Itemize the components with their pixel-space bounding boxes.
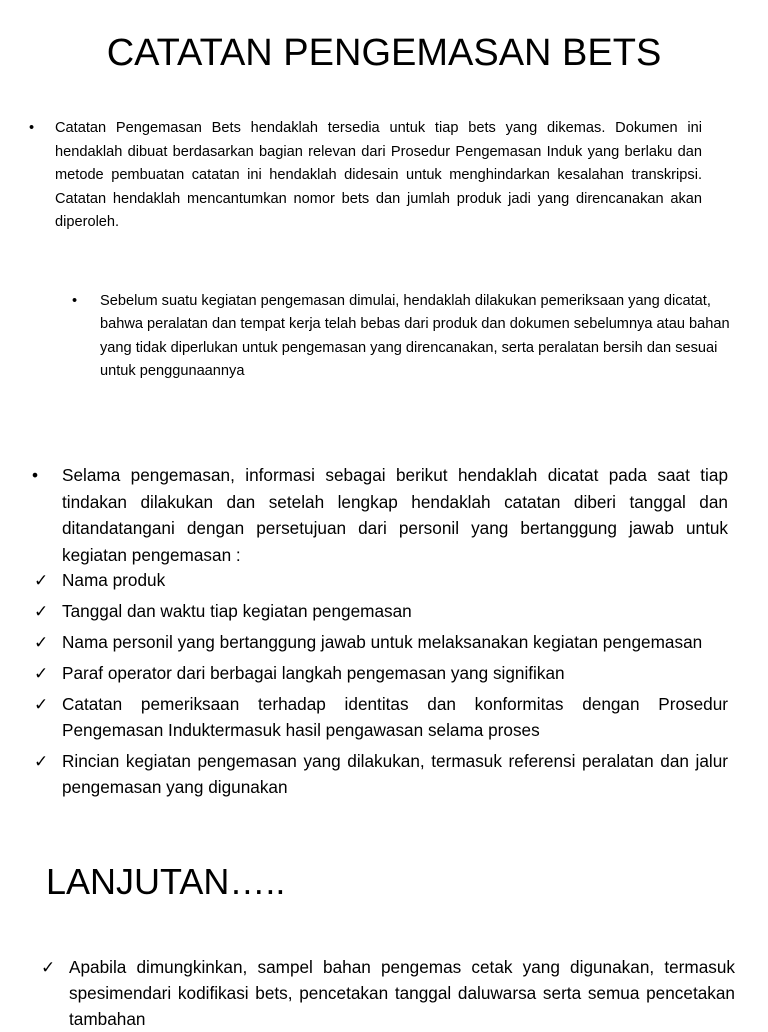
checkmark-icon: ✓ (34, 601, 49, 621)
checklist-item-text: Apabila dimungkinkan, sampel bahan pengemas cetak yang digunakan, termasuk spesimendari kodifikasi bets, pencetakan tanggal daluwarsa serta semua pencetakan tambahan (69, 957, 735, 1029)
checklist-item (34, 748, 728, 800)
paragraph-text: Catatan Pengemasan Bets hendaklah tersedia untuk tiap bets yang dikemas. Dokumen ini hendaklah dibuat berdasarkan bagian relevan dari Prosedur Pengemasan Induk yang berlaku dan metode pembuatan catatan ini hendaklah didesain untuk menghindarkan kesalahan transkripsi. Catatan hendaklah mencantumkan nomor bets dan jumlah produk jadi yang direncanakan akan diperoleh. (55, 120, 702, 230)
slide-2 (0, 430, 768, 1029)
checklist-item (34, 567, 728, 593)
bullet-icon: • (29, 120, 35, 136)
checklist-item-text: Nama personil yang bertanggung jawab untuk melaksanakan kegiatan pengemasan (62, 632, 703, 652)
paragraph-text: Sebelum suatu kegiatan pengemasan dimulai, hendaklah dilakukan pemeriksaan yang dicatat, bahwa peralatan dan tempat kerja telah bebas dari produk dan dokumen sebelumnya atau bahan yang tidak diperlukan untuk pengemasan yang direncanakan, serta peralatan bersih dan sesuai untuk penggunaannya (100, 293, 730, 379)
checkmark-icon: ✓ (34, 694, 49, 714)
checkmark-icon: ✓ (34, 663, 49, 683)
checklist-item-text: Catatan pemeriksaan terhadap identitas dan konformitas dengan Prosedur Pengemasan Induktermasuk hasil pengawasan selama proses (62, 694, 728, 740)
checklist-item-text: Nama produk (62, 570, 166, 590)
checklist (34, 567, 728, 805)
bullet-paragraph-1 (29, 117, 702, 235)
paragraph-text: Selama pengemasan, informasi sebagai berikut hendaklah dicatat pada saat tiap tindakan dilakukan dan setelah lengkap hendaklah catatan diberi tanggal dan ditandatangani dengan persetujuan dari personil yang bertanggung jawab untuk kegiatan pengemasan : (62, 465, 728, 565)
checklist-item-text: Rincian kegiatan pengemasan yang dilakukan, termasuk referensi peralatan dan jalur pengemasan yang digunakan (62, 751, 728, 797)
checkmark-icon: ✓ (34, 632, 49, 652)
checklist-item (34, 660, 728, 686)
checkmark-icon: ✓ (34, 751, 49, 771)
bullet-icon: • (72, 293, 78, 309)
checklist-item (34, 598, 728, 624)
checklist-item-text: Paraf operator dari berbagai langkah pengemasan yang signifikan (62, 663, 565, 683)
checkmark-icon: ✓ (34, 570, 49, 590)
checklist-item (34, 629, 728, 655)
checkmark-icon: ✓ (41, 957, 56, 977)
slide-1 (0, 0, 768, 430)
checklist-continued (41, 954, 735, 1032)
section-title: LANJUTAN….. (46, 861, 286, 902)
slide-title: CATATAN PENGEMASAN BETS (106, 32, 662, 74)
bullet-paragraph-2 (72, 290, 746, 383)
checklist-item (34, 691, 728, 743)
bullet-icon: • (32, 465, 39, 485)
checklist-item (41, 954, 735, 1032)
bullet-paragraph-intro (32, 462, 728, 568)
checklist-item-text: Tanggal dan waktu tiap kegiatan pengemasan (62, 601, 412, 621)
